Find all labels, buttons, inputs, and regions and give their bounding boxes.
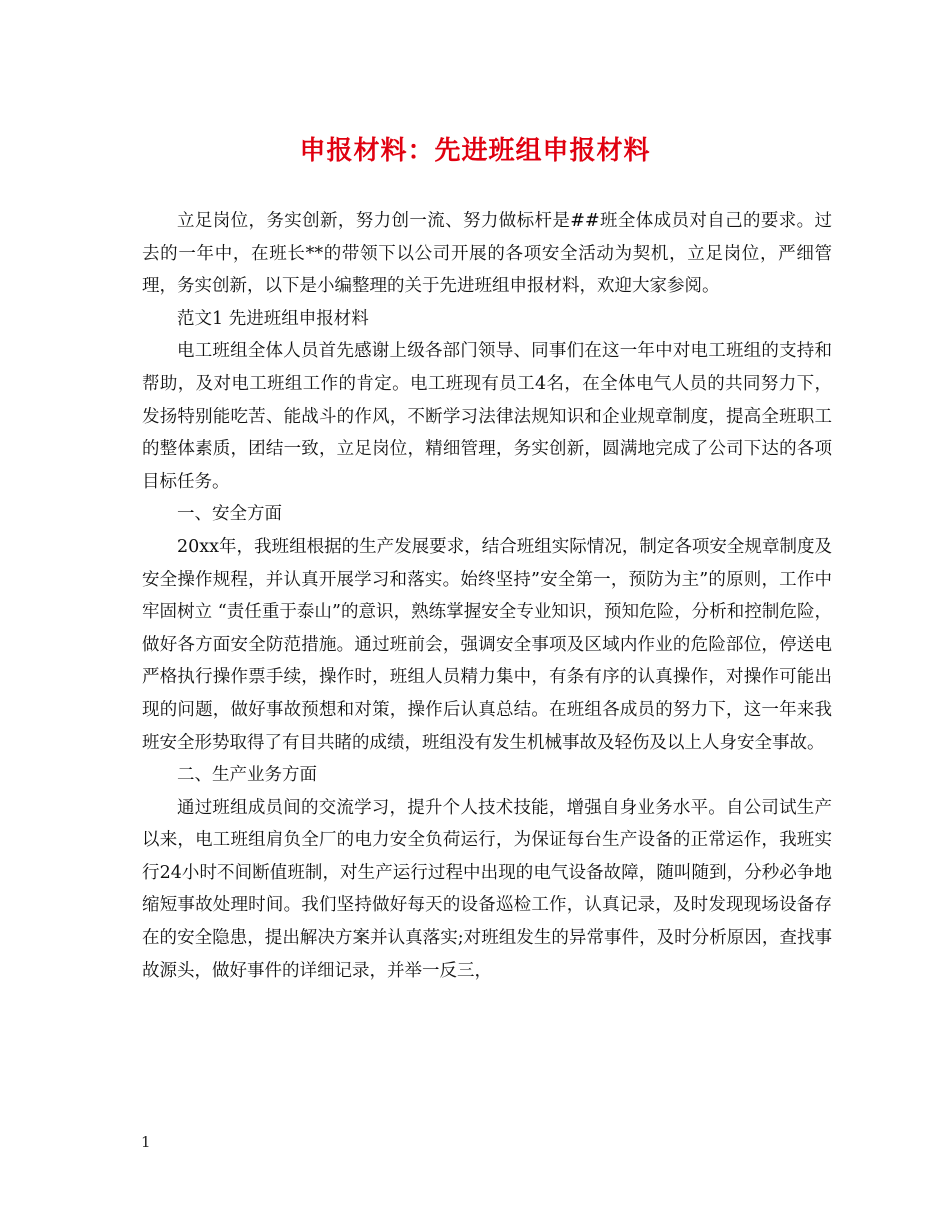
page-number: 1: [141, 1133, 151, 1151]
section-heading-safety: 一、安全方面: [177, 504, 282, 525]
body-paragraph: 20xx年，我班组根据的生产发展要求，结合班组实际情况，制定各项安全规章制度及安全操作规程，并认真开展学习和落实。始终坚持”安全第一，预防为主”的原则，工作中牢固树立 “责任重于泰山”的意识，熟练掌握安全专业知识，预知危险，分析和控制危险，做好各方面安全防范措施。通过班前会，强调安全事项及区域内作业的危险部位，停送电严格执行操作票手续，操作时，班组人员精力集中，有条有序的认真操作，对操作可能出现的问题，做好事故预想和对策，操作后认真总结。在班组各成员的努力下，这一年来我班安全形势取得了有目共睹的成绩，班组没有发生机械事故及轻伤及以上人身安全事故。: [142, 536, 832, 753]
sample-heading: 范文1 先进班组申报材料: [177, 308, 369, 329]
body-paragraph: 通过班组成员间的交流学习，提升个人技术技能，增强自身业务水平。自公司试生产以来，电工班组肩负全厂的电力安全负荷运行，为保证每台生产设备的正常运作，我班实行24小时不间断值班制，对生产运行过程中出现的电气设备故障，随叫随到，分秒必争地缩短事故处理时间。我们坚持做好每天的设备巡检工作，认真记录，及时发现现场设备存在的安全隐患，提出解决方案并认真落实;对班组发生的异常事件，及时分析原因，查找事故源头，做好事件的详细记录，并举一反三，: [142, 797, 832, 981]
body-paragraph: 电工班组全体人员首先感谢上级各部门领导、同事们在这一年中对电工班组的支持和帮助，及对电工班组工作的肯定。电工班现有员工4名，在全体电气人员的共同努力下，发扬特别能吃苦、能战斗的作风，不断学习法律法规知识和企业规章制度，提高全班职工的整体素质，团结一致，立足岗位，精细管理，务实创新，圆满地完成了公司下达的各项目标任务。: [142, 341, 832, 492]
document-body: [142, 205, 832, 987]
document-title: 申报材料：先进班组申报材料: [299, 136, 651, 166]
intro-paragraph: 立足岗位，务实创新，努力创一流、努力做标杆是##班全体成员对自己的要求。过去的一年中，在班长**的带领下以公司开展的各项安全活动为契机，立足岗位，严细管理，务实创新，以下是小编整理的关于先进班组申报材料，欢迎大家参阅。: [142, 211, 832, 297]
section-heading-production: 二、生产业务方面: [177, 765, 317, 786]
